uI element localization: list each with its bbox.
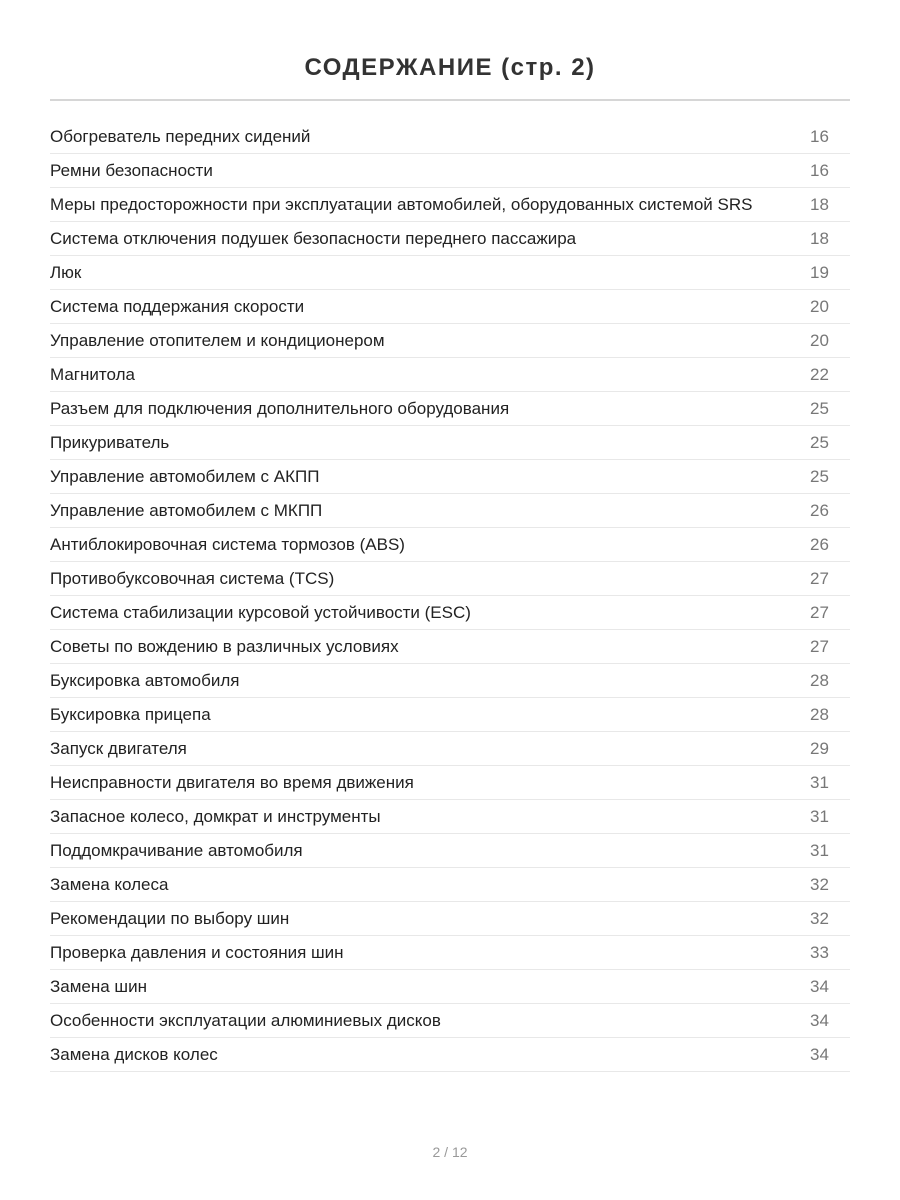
toc-entry[interactable] — [50, 902, 850, 936]
toc-entry[interactable] — [50, 664, 850, 698]
toc-entry[interactable] — [50, 970, 850, 1004]
toc-entry-page: 28 — [810, 671, 829, 690]
toc-entry-label: Противобуксовочная система (TCS) — [50, 569, 335, 588]
toc-entry-page: 33 — [810, 943, 829, 962]
toc-entry-label: Советы по вождению в различных условиях — [50, 637, 399, 656]
toc-entry-label: Магнитола — [50, 365, 135, 384]
toc-entry-page: 19 — [810, 263, 829, 282]
toc-entry-page: 29 — [810, 739, 829, 758]
toc-entry-page: 32 — [810, 875, 829, 894]
toc-entry[interactable] — [50, 392, 850, 426]
toc-entry-label: Система отключения подушек безопасности переднего пассажира — [50, 229, 577, 248]
page-title: СОДЕРЖАНИЕ (стр. 2) — [304, 54, 596, 82]
toc-entry[interactable] — [50, 732, 850, 766]
toc-entry[interactable] — [50, 630, 850, 664]
toc-entry-label: Управление автомобилем с АКПП — [50, 467, 320, 486]
page-indicator: 2 / 12 — [432, 1144, 468, 1160]
toc-entry-label: Обогреватель передних сидений — [50, 127, 311, 146]
title-divider — [50, 99, 850, 101]
toc-entry[interactable] — [50, 1038, 850, 1072]
toc-entry[interactable] — [50, 766, 850, 800]
toc-entry[interactable] — [50, 1004, 850, 1038]
toc-entry[interactable] — [50, 494, 850, 528]
toc-entry-label: Прикуриватель — [50, 433, 170, 452]
toc-entry-label: Замена шин — [50, 977, 147, 996]
toc-entry-label: Замена колеса — [50, 875, 169, 894]
toc-entry-page: 20 — [810, 297, 829, 316]
toc-entry[interactable] — [50, 256, 850, 290]
toc-entry[interactable] — [50, 188, 850, 222]
toc-entry[interactable] — [50, 800, 850, 834]
toc-entry-page: 27 — [810, 637, 829, 656]
toc-entry-label: Запасное колесо, домкрат и инструменты — [50, 807, 381, 826]
toc-entry-page: 31 — [810, 807, 829, 826]
toc-entry-page: 18 — [810, 229, 829, 248]
toc-entry[interactable] — [50, 460, 850, 494]
toc-entry-label: Антиблокировочная система тормозов (ABS) — [50, 535, 405, 554]
toc-entry[interactable] — [50, 528, 850, 562]
toc-entry[interactable] — [50, 324, 850, 358]
toc-entry[interactable] — [50, 834, 850, 868]
toc-entry-label: Запуск двигателя — [50, 739, 187, 758]
toc-entry-page: 28 — [810, 705, 829, 724]
toc-entry-page: 31 — [810, 773, 829, 792]
toc-entry-label: Буксировка прицепа — [50, 705, 211, 724]
toc-entry-page: 34 — [810, 977, 829, 996]
toc-entry-page: 20 — [810, 331, 829, 350]
toc-entry-label: Система стабилизации курсовой устойчивости (ESC) — [50, 603, 471, 622]
toc-entry-label: Замена дисков колес — [50, 1045, 218, 1064]
toc-entry-label: Система поддержания скорости — [50, 297, 305, 316]
toc-entry-label: Управление автомобилем с МКПП — [50, 501, 323, 520]
toc-entry-label: Управление отопителем и кондиционером — [50, 331, 385, 350]
toc-list — [50, 120, 850, 1072]
toc-entry-page: 32 — [810, 909, 829, 928]
toc-entry-label: Меры предосторожности при эксплуатации автомобилей, оборудованных системой SRS — [50, 195, 753, 214]
toc-entry-label: Рекомендации по выбору шин — [50, 909, 290, 928]
toc-entry-label: Разъем для подключения дополнительного оборудования — [50, 399, 510, 418]
toc-entry-page: 34 — [810, 1011, 829, 1030]
toc-entry-page: 18 — [810, 195, 829, 214]
toc-entry[interactable] — [50, 562, 850, 596]
toc-entry-page: 16 — [810, 161, 829, 180]
toc-entry[interactable] — [50, 358, 850, 392]
toc-entry-page: 27 — [810, 569, 829, 588]
toc-entry[interactable] — [50, 868, 850, 902]
toc-entry-label: Проверка давления и состояния шин — [50, 943, 344, 962]
toc-entry-label: Буксировка автомобиля — [50, 671, 240, 690]
toc-entry-page: 16 — [810, 127, 829, 146]
toc-entry-page: 26 — [810, 535, 829, 554]
toc-entry-label: Ремни безопасности — [50, 161, 213, 180]
toc-entry-page: 34 — [810, 1045, 829, 1064]
toc-entry[interactable] — [50, 290, 850, 324]
toc-entry-page: 25 — [810, 433, 829, 452]
toc-entry[interactable] — [50, 426, 850, 460]
toc-entry[interactable] — [50, 936, 850, 970]
toc-entry-label: Особенности эксплуатации алюминиевых дисков — [50, 1011, 441, 1030]
toc-entry-page: 22 — [810, 365, 829, 384]
toc-entry[interactable] — [50, 698, 850, 732]
toc-entry-page: 25 — [810, 399, 829, 418]
toc-entry[interactable] — [50, 222, 850, 256]
toc-entry[interactable] — [50, 120, 850, 154]
toc-entry-label: Люк — [50, 263, 82, 282]
toc-entry-label: Поддомкрачивание автомобиля — [50, 841, 303, 860]
toc-entry[interactable] — [50, 154, 850, 188]
toc-entry-page: 25 — [810, 467, 829, 486]
toc-entry-label: Неисправности двигателя во время движения — [50, 773, 414, 792]
toc-entry-page: 26 — [810, 501, 829, 520]
toc-entry-page: 27 — [810, 603, 829, 622]
toc-entry[interactable] — [50, 596, 850, 630]
toc-entry-page: 31 — [810, 841, 829, 860]
